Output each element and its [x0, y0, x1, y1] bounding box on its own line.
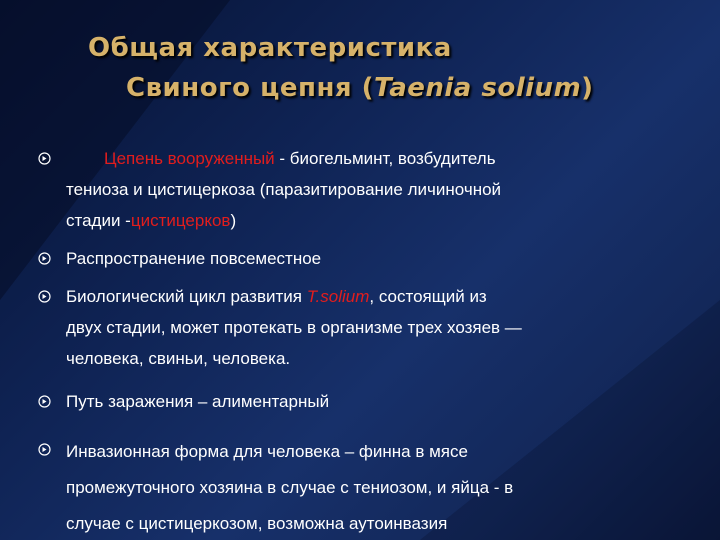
bullet-item-definition — [38, 143, 698, 236]
bullet-item-invasive-form — [38, 434, 698, 540]
title-line-1: Общая характеристика — [88, 33, 452, 63]
title-prefix: Свиного цепня ( — [126, 73, 375, 103]
circled-arrow-icon — [38, 434, 58, 465]
bullet-text: стадии - — [66, 211, 131, 230]
bullet-line: двух стадии, может протекать в организме трех хозяев — — [66, 318, 522, 337]
title-line-2 — [88, 68, 688, 108]
circled-arrow-icon — [38, 243, 58, 274]
bullet-line — [66, 143, 698, 174]
bullet-line: Инвазионная форма для человека – финна в мясе — [66, 442, 468, 461]
title-suffix: ) — [581, 73, 594, 103]
bullet-line: Путь заражения – алиментарный — [66, 392, 330, 411]
circled-arrow-icon — [38, 143, 58, 174]
highlight-text: Цепень вооруженный — [104, 149, 275, 168]
bullet-line: Распространение повсеместное — [66, 249, 322, 268]
highlight-text: цистицерков — [130, 211, 231, 230]
bullet-line — [66, 281, 698, 312]
highlight-text: T.solium — [306, 287, 370, 306]
bullet-text: Биологический цикл развития — [66, 287, 307, 306]
bullet-item-infection-route — [38, 386, 698, 417]
bullet-line: тениоза и цистицеркоза (паразитирование личиночной — [66, 180, 502, 199]
bullet-text: ) — [230, 211, 237, 230]
bullet-item-life-cycle — [38, 281, 698, 374]
circled-arrow-icon — [38, 281, 58, 312]
bullet-text: - биогельминт, возбудитель — [274, 149, 496, 168]
bullet-item-distribution — [38, 243, 698, 274]
slide-title — [88, 28, 688, 108]
title-latin-name: Taenia solium — [374, 73, 582, 103]
bullet-line — [66, 205, 698, 236]
circled-arrow-icon — [38, 386, 58, 417]
bullet-line: случае с цистицеркозом, возможна аутоинвазия — [66, 514, 448, 533]
bullet-list — [38, 143, 698, 540]
bullet-line: промежуточного хозяина в случае с тениозом, и яйца - в — [66, 478, 514, 497]
bullet-text: , состоящий из — [369, 287, 487, 306]
bullet-line: человека, свиньи, человека. — [66, 349, 291, 368]
